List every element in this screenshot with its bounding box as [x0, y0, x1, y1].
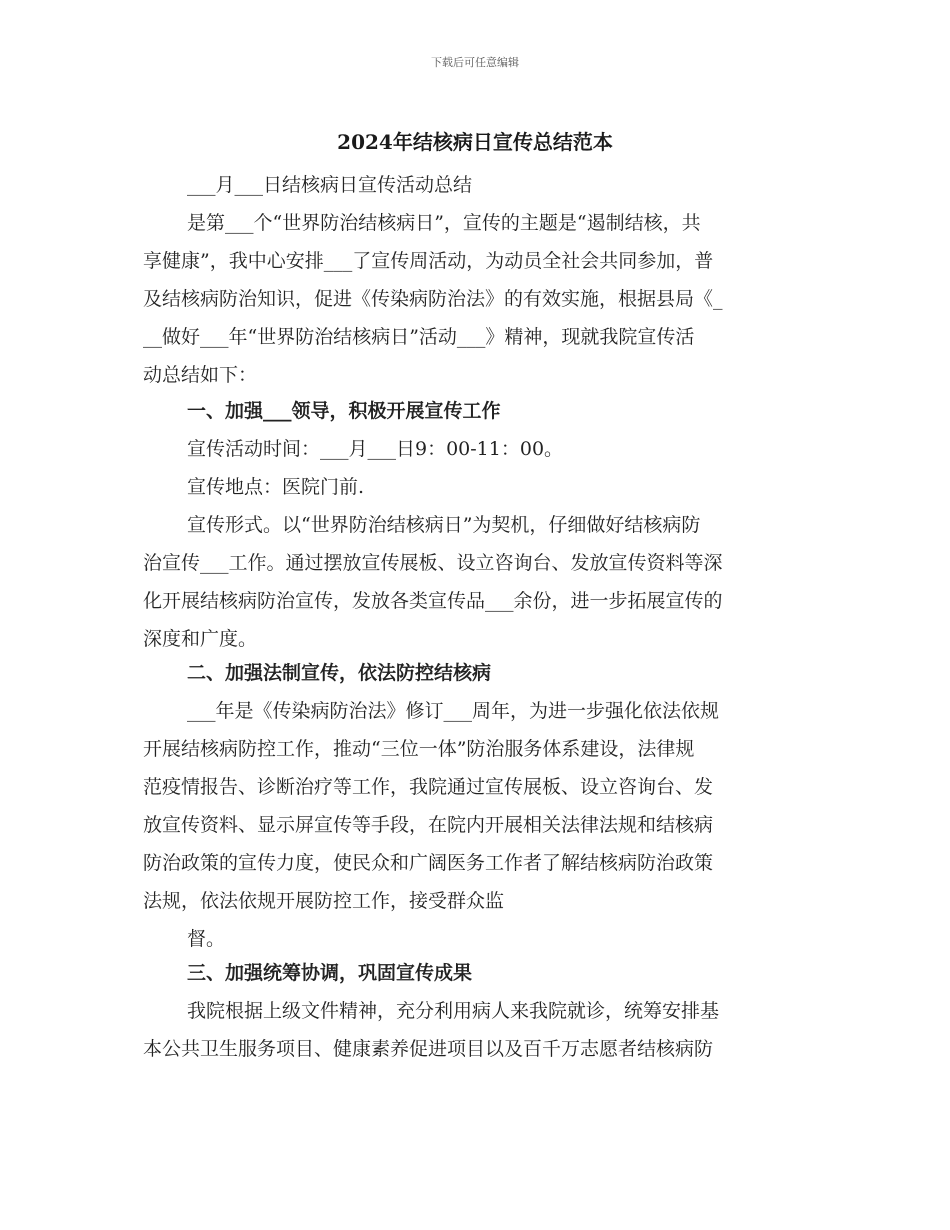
paragraph-line: 是第___个“世界防治结核病日”，宣传的主题是“遏制结核，共 — [187, 212, 701, 234]
paragraph-line: 我院根据上级文件精神，充分利用病人来我院就诊，统筹安排基 — [187, 1000, 720, 1022]
paragraph-line: 范疫情报告、诊断治疗等工作，我院通过宣传展板、设立咨询台、发 — [143, 776, 714, 798]
paragraph-line: 治宣传___工作。通过摆放宣传展板、设立咨询台、发放宣传资料等深 — [143, 552, 723, 574]
paragraph-line: 深度和广度。 — [143, 628, 258, 650]
paragraph-line: 本公共卫生服务项目、健康素养促进项目以及百千万志愿者结核病防 — [143, 1038, 714, 1060]
paragraph-line: 享健康”，我中心安排___了宣传周活动，为动员全社会共同参加，普 — [143, 250, 714, 272]
section-heading: 二、加强法制宣传，依法防控结核病 — [187, 662, 492, 684]
paragraph-line: ___年是《传染病防治法》修订___周年，为进一步强化依法依规 — [187, 700, 720, 722]
paragraph-line: 开展结核病防控工作，推动“三位一体”防治服务体系建设，法律规 — [143, 738, 695, 760]
paragraph-line: __做好___年“世界防治结核病日”活动___》精神，现就我院宣传活 — [143, 326, 695, 348]
paragraph-line: 宣传形式。以“世界防治结核病日”为契机，仔细做好结核病防 — [187, 514, 701, 536]
paragraph-line: 宣传活动时间：___月___日9：00-11：00。 — [187, 438, 564, 460]
paragraph-line: 放宣传资料、显示屏宣传等手段，在院内开展相关法律法规和结核病 — [143, 814, 714, 836]
subtitle-line: ___月___日结核病日宣传活动总结 — [187, 174, 473, 196]
header-note: 下载后可任意编辑 — [431, 56, 519, 69]
paragraph-line: 及结核病防治知识，促进《传染病防治法》的有效实施，根据县局《_ — [143, 288, 723, 310]
section-heading: 三、加强统筹协调，巩固宣传成果 — [187, 962, 473, 984]
section-heading: 一、加强___领导，积极开展宣传工作 — [187, 400, 501, 422]
paragraph-line: 动总结如下： — [143, 364, 258, 386]
paragraph-line: 法规，依法依规开展防控工作，接受群众监 — [143, 890, 505, 912]
document-title: 2024年结核病日宣传总结范本 — [337, 130, 613, 154]
paragraph-line: 化开展结核病防治宣传，发放各类宣传品___余份，进一步拓展宣传的 — [143, 590, 723, 612]
paragraph-line: 宣传地点：医院门前. — [187, 476, 365, 498]
paragraph-line: 防治政策的宣传力度，使民众和广阔医务工作者了解结核病防治政策 — [143, 852, 714, 874]
paragraph-line: 督。 — [187, 928, 226, 950]
